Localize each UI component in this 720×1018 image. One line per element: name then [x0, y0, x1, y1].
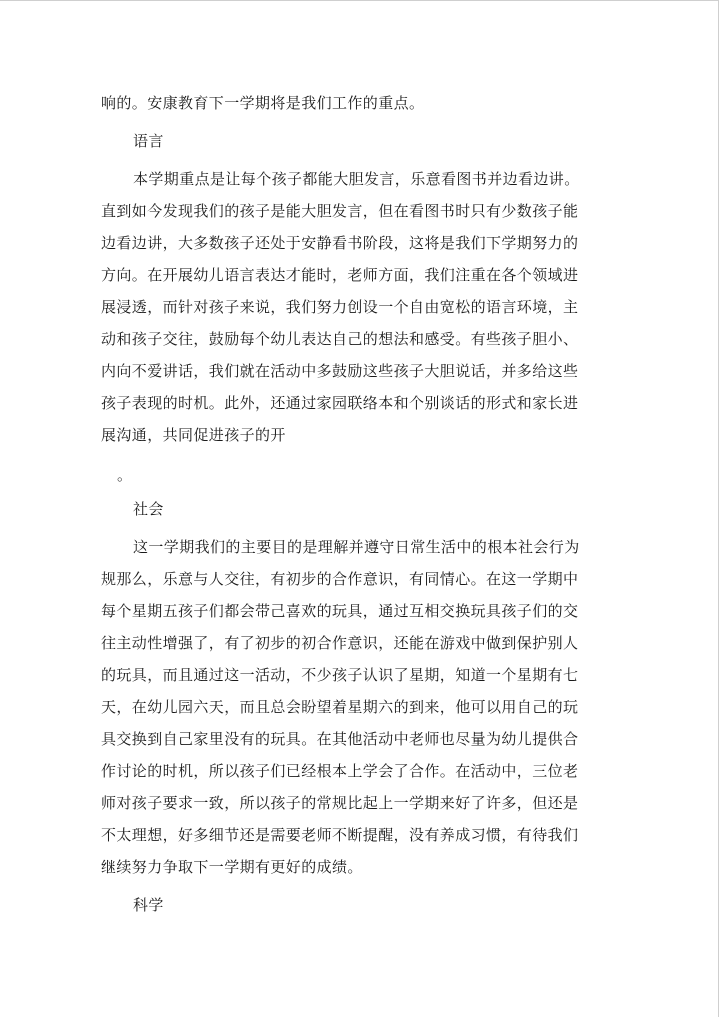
section-heading-science: 科学	[133, 896, 164, 914]
paragraph-line: 往主动性增强了，有了初步的初合作意识，还能在游戏中做到保护别人	[101, 634, 579, 652]
paragraph-line: 具交换到自己家里没有的玩具。在其他活动中老师也尽量为幼儿提供合	[101, 730, 579, 748]
section-heading-language: 语言	[133, 132, 164, 150]
paragraph-line: 继续努力争取下一学期有更好的成绩。	[101, 858, 363, 876]
section-heading-society: 社会	[133, 500, 164, 518]
intro-line: 响的。安康教育下一学期将是我们工作的重点。	[101, 94, 425, 112]
paragraph-line: 边看边讲，大多数孩子还处于安静看书阶段，这将是我们下学期努力的	[101, 234, 579, 252]
paragraph-line: 本学期重点是让每个孩子都能大胆发言，乐意看图书并边看边讲。	[133, 170, 580, 188]
document-body	[101, 87, 607, 921]
paragraph-line: 这一学期我们的主要目的是理解并遵守日常生活中的根本社会行为	[133, 538, 580, 556]
trailing-period: 。	[117, 466, 133, 484]
paragraph-line: 每个星期五孩子们都会带己喜欢的玩具，通过互相交换玩具孩子们的交	[101, 602, 579, 620]
paragraph-line: 的玩具，而且通过这一活动，不少孩子认识了星期，知道一个星期有七	[101, 666, 579, 684]
paragraph-line: 天，在幼儿园六天，而且总会盼望着星期六的到来，他可以用自己的玩	[101, 698, 579, 716]
paragraph-line: 方向。在开展幼儿语言表达才能时，老师方面，我们注重在各个领域进	[101, 266, 579, 284]
paragraph-line: 内向不爱讲话，我们就在活动中多鼓励这些孩子大胆说话，并多给这些	[101, 362, 579, 380]
paragraph-line: 展沟通，共同促进孩子的开	[101, 426, 286, 444]
paragraph-line: 直到如今发现我们的孩子是能大胆发言，但在看图书时只有少数孩子能	[101, 202, 579, 220]
paragraph-line: 孩子表现的时机。此外，还通过家园联络本和个别谈话的形式和家长进	[101, 394, 579, 412]
paragraph-line: 动和孩子交往，鼓励每个幼儿表达自己的想法和感受。有些孩子胆小、	[101, 330, 579, 348]
paragraph-line: 规那么，乐意与人交往，有初步的合作意识，有同情心。在这一学期中	[101, 570, 579, 588]
paragraph-line: 作讨论的时机，所以孩子们已经根本上学会了合作。在活动中，三位老	[101, 762, 579, 780]
paragraph-line: 师对孩子要求一致，所以孩子的常规比起上一学期来好了许多，但还是	[101, 794, 579, 812]
paragraph-line: 不太理想，好多细节还是需要老师不断提醒，没有养成习惯，有待我们	[101, 826, 579, 844]
paragraph-line: 展浸透，而针对孩子来说，我们努力创设一个自由宽松的语言环境，主	[101, 298, 579, 316]
